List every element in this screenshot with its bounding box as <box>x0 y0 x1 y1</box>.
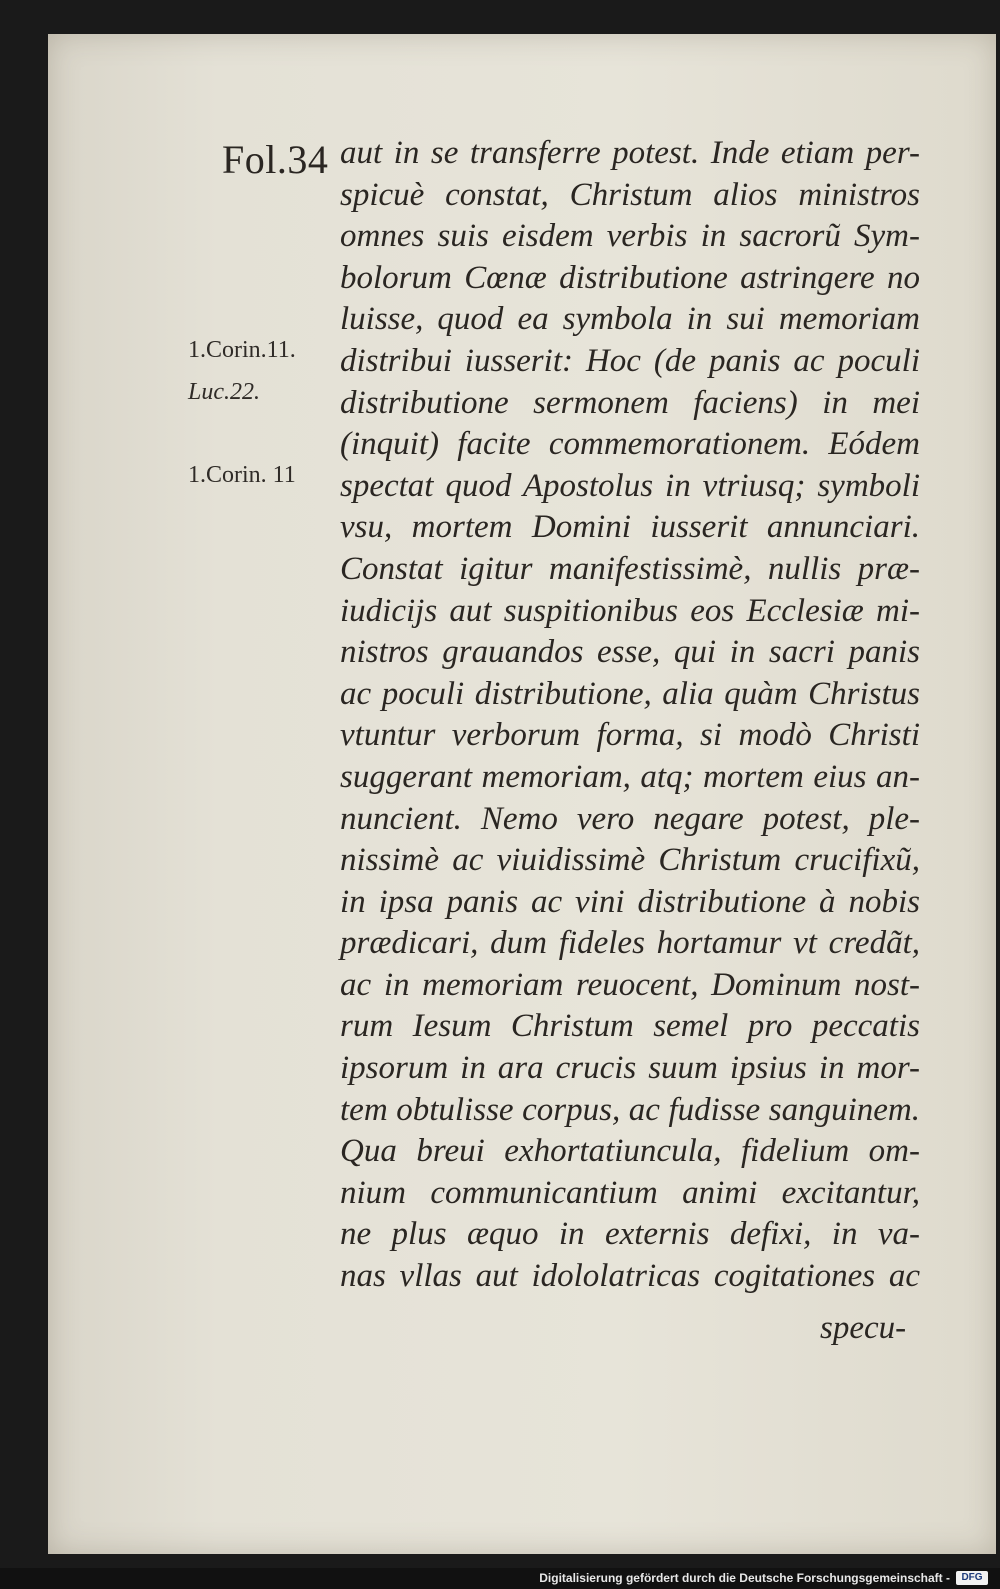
folio-number: Fol.34 <box>222 137 329 182</box>
text-line: Qua breui exhortatiuncula, fidelium om- <box>340 1133 920 1170</box>
main-text-block <box>340 133 920 1298</box>
dfg-logo-icon: DFG <box>956 1571 988 1585</box>
catchword: specu- <box>820 1310 907 1346</box>
text-line: luisse, quod ea symbola in sui memoriam <box>340 301 920 338</box>
text-line: ne plus æquo in externis defixi, in va- <box>340 1216 920 1253</box>
text-line: nistros grauandos esse, qui in sacri panis <box>340 634 920 671</box>
text-line: suggerant memoriam, atq; mortem eius an- <box>340 758 920 795</box>
text-line: distribui iusserit: Hoc (de panis ac poculi <box>340 342 920 379</box>
margin-note-corinthians: 1.Corin.11. <box>188 337 296 363</box>
text-line: nuncient. Nemo vero negare potest, ple- <box>340 800 920 837</box>
margin-note-luke: Luc.22. <box>188 379 260 405</box>
text-line: in ipsa panis ac vini distributione à nobis <box>340 883 920 920</box>
text-line: ac poculi distributione, alia quàm Christus <box>340 675 920 712</box>
text-line: spectat quod Apostolus in vtriusq; symboli <box>340 467 920 504</box>
text-line: ipsorum in ara crucis suum ipsius in mor- <box>340 1050 920 1087</box>
text-line: nium communicantium animi excitantur, <box>340 1174 920 1211</box>
text-line: nas vllas aut idololatricas cogitationes ac <box>340 1258 920 1295</box>
text-line: tem obtulisse corpus, ac fudisse sanguinem. <box>340 1091 920 1128</box>
text-line: spicuè constat, Christum alios ministros <box>340 176 920 213</box>
text-line: nissimè ac viuidissimè Christum crucifixũ, <box>340 842 920 879</box>
margin-note-corinthians-2: 1.Corin. 11 <box>188 462 296 488</box>
text-line: vtuntur verborum forma, si modò Christi <box>340 717 920 754</box>
text-line: Constat igitur manifestissimè, nullis præ- <box>340 550 920 587</box>
text-line: vsu, mortem Domini iusserit annunciari. <box>340 509 920 546</box>
footer-credit-text: Digitalisierung gefördert durch die Deutsche Forschungsgemeinschaft - <box>539 1571 950 1585</box>
text-line: distributione sermonem faciens) in mei <box>340 384 920 421</box>
text-line: bolorum Cœnæ distributione astringere no <box>340 259 920 296</box>
text-line: rum Iesum Christum semel pro peccatis <box>340 1008 920 1045</box>
text-line: omnes suis eisdem verbis in sacrorũ Sym- <box>340 218 920 255</box>
text-line: aut in se transferre potest. Inde etiam per- <box>340 135 920 171</box>
text-line: (inquit) facite commemorationem. Eódem <box>340 426 920 463</box>
text-line: iudicijs aut suspitionibus eos Ecclesiæ mi- <box>340 592 920 629</box>
text-line: ac in memoriam reuocent, Dominum nost- <box>340 966 920 1003</box>
text-line: prædicari, dum fideles hortamur vt credãt, <box>340 925 920 962</box>
